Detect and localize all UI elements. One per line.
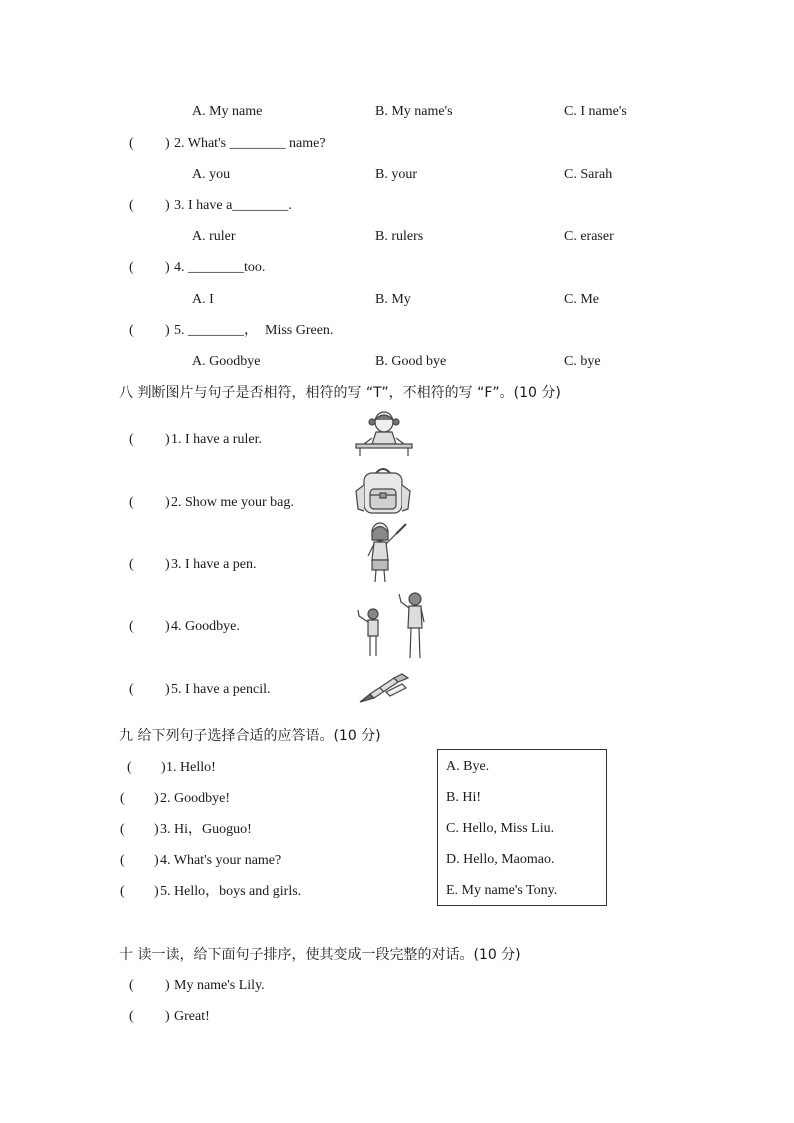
answer-paren-close: ) (161, 760, 166, 775)
schoolbag-icon (354, 465, 412, 517)
judge-sentence: 4. Goodbye. (171, 619, 240, 634)
answer-paren-close: ) (165, 1009, 170, 1024)
option-a: A. I (192, 292, 214, 307)
section-8-heading: 八 判断图片与句子是否相符，相符的写 “T”，不相符的写 “F”。(10 分) (119, 385, 561, 401)
q1-option-c: C. I name's (564, 104, 627, 119)
answer-paren-open: ( (120, 853, 125, 868)
answer-paren-close: ) (165, 260, 170, 275)
option-b: B. My (375, 292, 411, 307)
answer-paren-close: ) (165, 136, 170, 151)
option-c: C. Sarah (564, 167, 613, 182)
answer-option-e: E. My name's Tony. (446, 883, 558, 898)
answer-paren-open: ( (129, 432, 134, 447)
answer-paren-open: ( (129, 198, 134, 213)
answer-paren-open: ( (129, 682, 134, 697)
option-b: B. rulers (375, 229, 424, 244)
greeting-sentence: 3. Hi，Guoguo! (160, 822, 252, 837)
answer-paren-open: ( (129, 136, 134, 151)
answer-paren-close: ) (165, 323, 170, 338)
answer-paren-close: ) (165, 557, 170, 572)
question-stem: 2. What's ________ name? (174, 136, 326, 151)
judge-sentence: 2. Show me your bag. (171, 495, 294, 510)
dialogue-sentence: My name's Lily. (174, 978, 265, 993)
answer-paren-close: ) (154, 853, 159, 868)
greeting-sentence: 4. What's your name? (160, 853, 282, 868)
answer-paren-close: ) (154, 822, 159, 837)
girl-holding-pen-icon (360, 522, 414, 584)
dialogue-sentence: Great! (174, 1009, 210, 1024)
option-b: B. Good bye (375, 354, 447, 369)
answer-paren-open: ( (129, 260, 134, 275)
answer-paren-open: ( (120, 884, 125, 899)
greeting-sentence: 2. Goodbye! (160, 791, 230, 806)
answer-paren-open: ( (129, 323, 134, 338)
answer-option-d: D. Hello, Maomao. (446, 852, 555, 867)
answer-paren-open: ( (129, 619, 134, 634)
option-c: C. eraser (564, 229, 614, 244)
section-10-heading: 十 读一读，给下面句子排序，使其变成一段完整的对话。(10 分) (119, 947, 521, 963)
q1-option-a: A. My name (192, 104, 263, 119)
two-people-waving-icon (355, 590, 431, 662)
answer-paren-close: ) (154, 884, 159, 899)
answer-paren-close: ) (165, 619, 170, 634)
answer-paren-open: ( (127, 760, 132, 775)
greeting-sentence: 5. Hello，boys and girls. (160, 884, 302, 899)
answer-option-a: A. Bye. (446, 759, 490, 774)
answer-paren-close: ) (165, 978, 170, 993)
option-b: B. your (375, 167, 417, 182)
option-c: C. bye (564, 354, 601, 369)
fountain-pen-icon (356, 672, 410, 706)
judge-sentence: 1. I have a ruler. (171, 432, 262, 447)
answer-paren-close: ) (165, 495, 170, 510)
option-c: C. Me (564, 292, 599, 307)
answer-option-c: C. Hello, Miss Liu. (446, 821, 555, 836)
answer-paren-open: ( (129, 495, 134, 510)
judge-sentence: 5. I have a pencil. (171, 682, 271, 697)
answer-paren-open: ( (120, 822, 125, 837)
question-stem: 4. ________too. (174, 260, 266, 275)
answer-paren-open: ( (120, 791, 125, 806)
answer-paren-close: ) (165, 198, 170, 213)
option-a: A. Goodbye (192, 354, 261, 369)
answer-paren-open: ( (129, 978, 134, 993)
girl-at-desk-icon (354, 410, 414, 456)
question-stem: 3. I have a________. (174, 198, 292, 213)
answer-paren-close: ) (165, 432, 170, 447)
greeting-sentence: 1. Hello! (166, 760, 216, 775)
answer-option-b: B. Hi! (446, 790, 481, 805)
question-stem: 5. ________， Miss Green. (174, 323, 334, 338)
answer-paren-close: ) (165, 682, 170, 697)
option-a: A. ruler (192, 229, 236, 244)
answer-paren-open: ( (129, 1009, 134, 1024)
section-9-heading: 九 给下列句子选择合适的应答语。(10 分) (119, 728, 381, 744)
answer-paren-open: ( (129, 557, 134, 572)
answer-options-box (437, 749, 607, 906)
answer-paren-close: ) (154, 791, 159, 806)
judge-sentence: 3. I have a pen. (171, 557, 257, 572)
q1-option-b: B. My name's (375, 104, 453, 119)
option-a: A. you (192, 167, 231, 182)
